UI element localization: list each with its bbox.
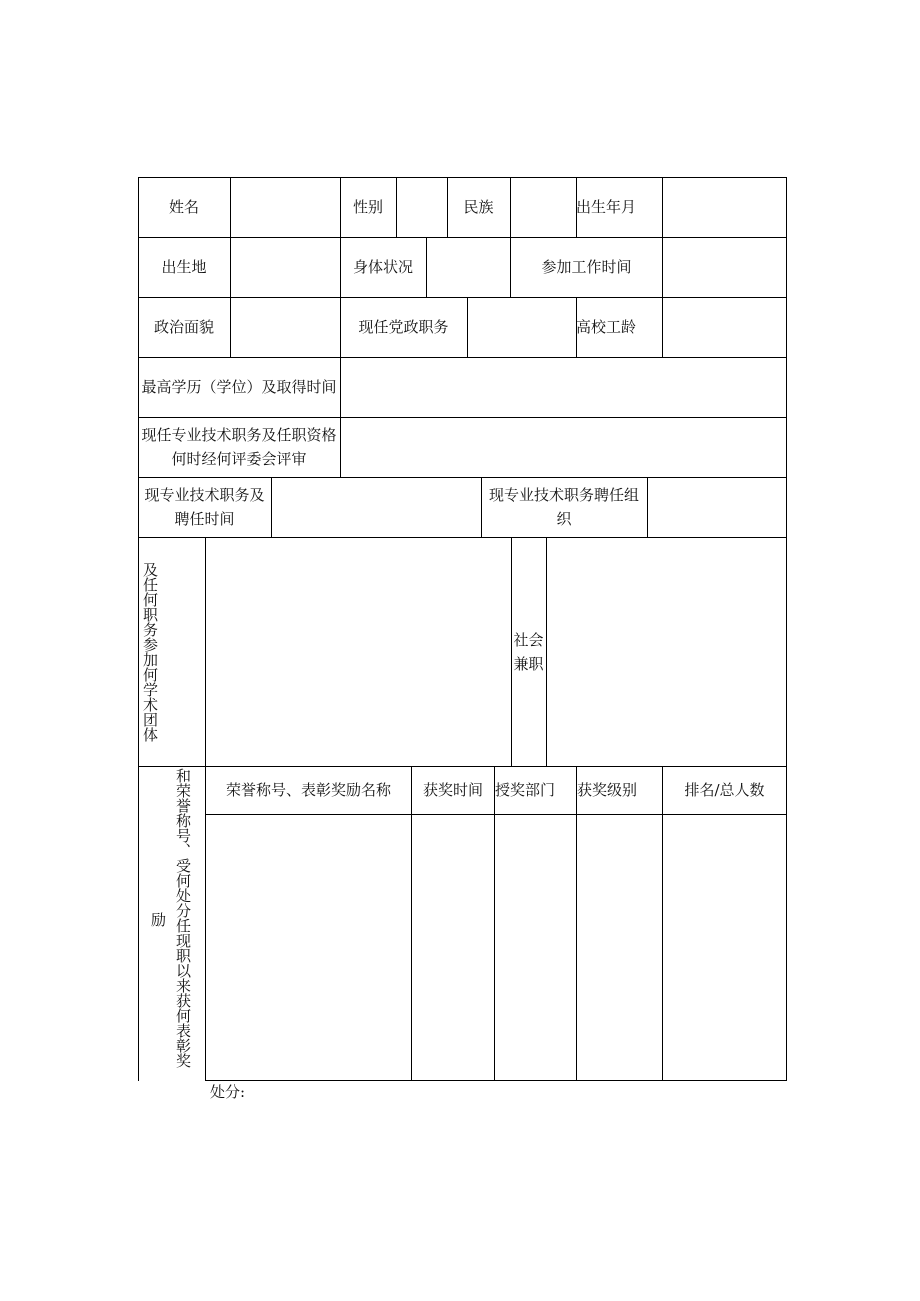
title-qualification-label [138,417,340,477]
award-department-header: 授奖部门 [495,781,556,799]
awards-side-label-right: 和荣誉称号、受何处分任现职以来获何表彰奖 [174,768,192,1068]
birth-date-field[interactable] [663,177,786,237]
education-label: 最高学历（学位）及取得时间 [141,378,337,396]
award-department-field[interactable] [495,815,576,1080]
party-post-field[interactable] [468,297,576,357]
health-field[interactable] [427,237,510,297]
party-post-label: 现任党政职务 [358,318,449,336]
name-label: 姓名 [168,198,199,216]
health-label: 身体状况 [352,258,413,276]
current-title-line1: 现专业技术职务及 [144,486,265,504]
work-start-field[interactable] [663,237,786,297]
political-status-field[interactable] [231,297,340,357]
awards-side-label [138,766,205,1081]
ethnicity-field[interactable] [511,177,576,237]
social-position-line2: 兼职 [513,654,544,673]
university-years-label: 高校工龄 [576,318,637,336]
award-level-field[interactable] [577,815,662,1080]
title-qualification-field[interactable] [341,417,786,477]
name-field[interactable] [231,177,340,237]
current-title-field[interactable] [272,477,481,537]
social-position-label [511,537,546,766]
university-years-field[interactable] [663,297,786,357]
academic-group-label: 及任何职务参加何学术团体 [141,561,159,742]
award-date-field[interactable] [412,815,494,1080]
award-rank-header: 排名/总人数 [684,781,765,799]
political-status-label: 政治面貌 [153,318,214,336]
title-qualification-line1: 现任专业技术职务及任职资格 [141,426,337,444]
gender-label: 性别 [352,198,383,216]
awards-bottom [205,1080,787,1081]
social-position-line1: 社会 [513,630,544,649]
work-start-label: 参加工作时间 [541,258,632,276]
award-rank-field[interactable] [663,815,786,1080]
award-date-header: 获奖时间 [422,781,483,799]
hire-org-line1: 现专业技术职务聘任组 [488,486,639,504]
award-name-field[interactable] [206,815,411,1080]
gender-field[interactable] [397,177,447,237]
punishment-label: 处分: [210,1083,246,1101]
awards-side-label-left: 励 [151,911,167,929]
education-field[interactable] [341,357,786,417]
hire-org-line2: 织 [556,510,572,528]
birth-date-label: 出生年月 [576,198,637,216]
current-title-line2: 聘任时间 [174,510,235,528]
ethnicity-label: 民族 [463,198,494,216]
academic-group-label-cell [138,537,205,766]
birthplace-label: 出生地 [161,258,207,276]
birthplace-field[interactable] [231,237,340,297]
award-name-header: 荣誉称号、表彰奖励名称 [225,781,391,799]
hire-org-field[interactable] [648,477,786,537]
current-title-label [138,477,271,537]
border-right [786,177,787,1081]
award-level-header: 获奖级别 [577,781,638,799]
hire-org-label [481,477,647,537]
academic-group-field[interactable] [206,537,511,766]
title-qualification-line2: 何时经何评委会评审 [171,450,307,468]
social-position-field[interactable] [547,537,786,766]
